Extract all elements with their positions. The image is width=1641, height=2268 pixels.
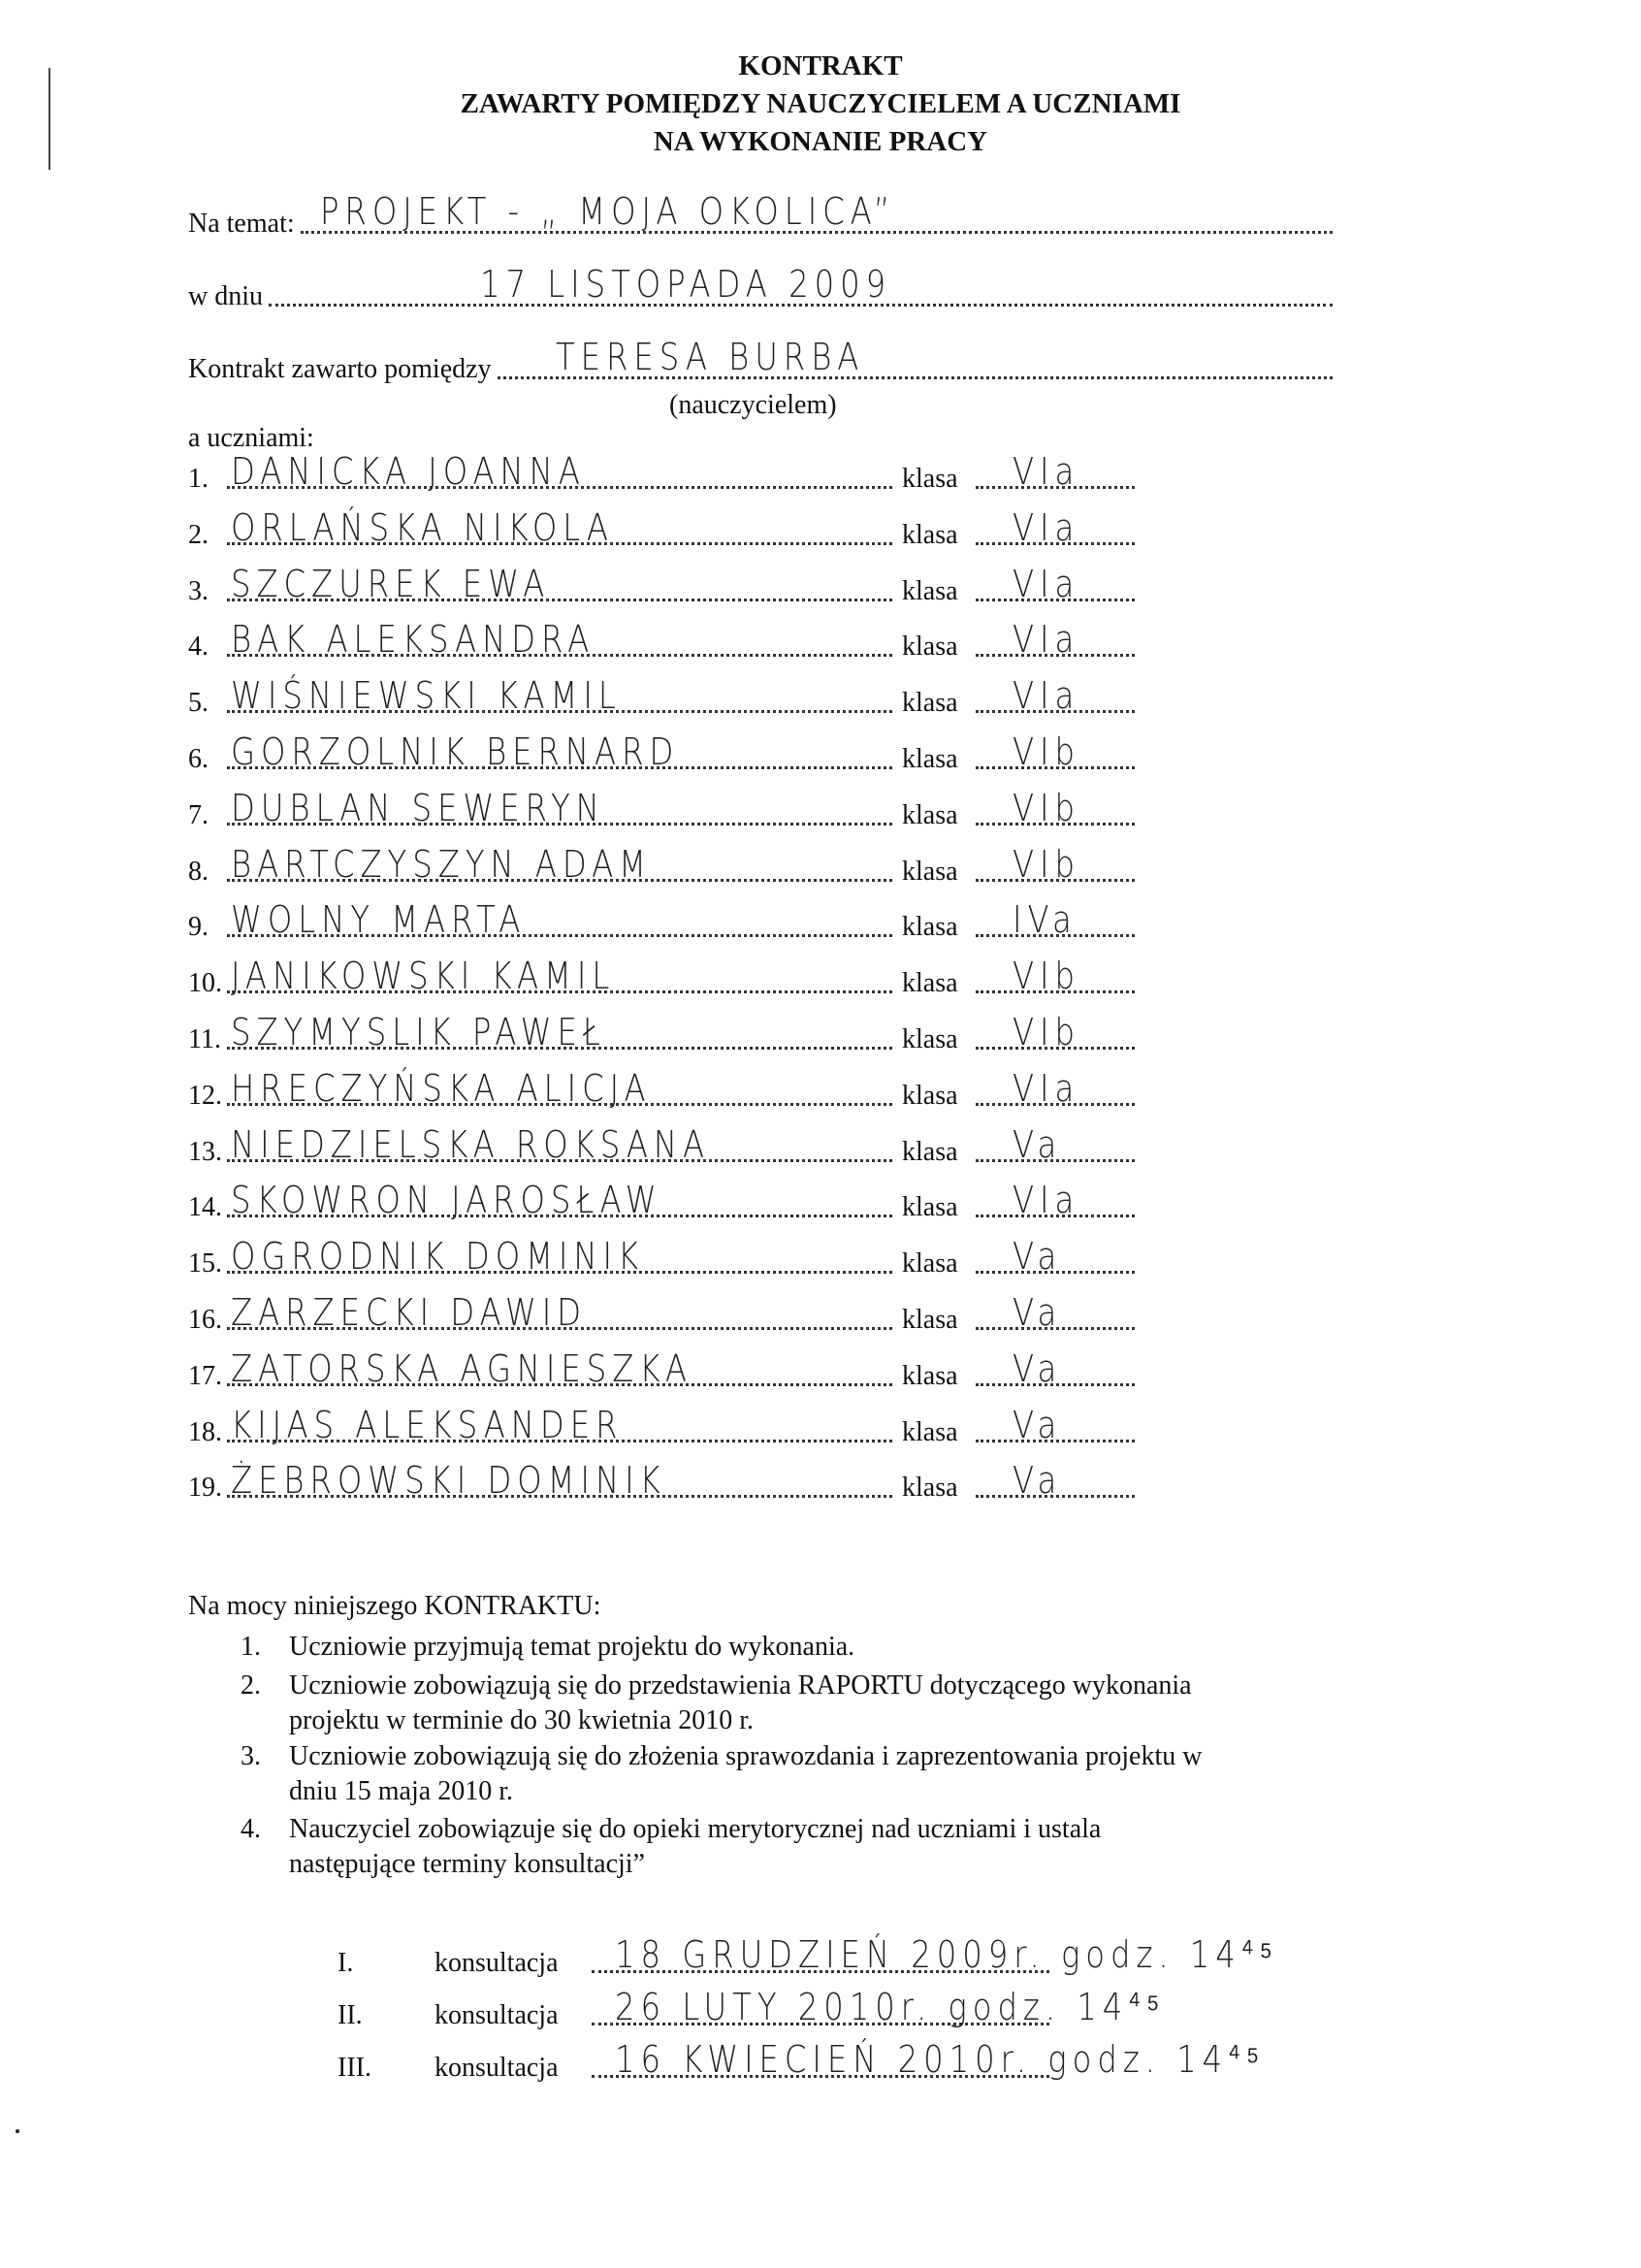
term-number: 4. bbox=[241, 1814, 261, 1844]
student-row bbox=[188, 1287, 1139, 1336]
term-text bbox=[289, 1812, 1433, 1882]
consultation-number: I. bbox=[338, 1948, 354, 1978]
teacher-dots bbox=[498, 336, 1333, 379]
consultation-number: III. bbox=[338, 2053, 371, 2083]
student-number: 17. bbox=[188, 1360, 222, 1391]
student-name: HRECZYŃSKA ALICJA bbox=[231, 1066, 652, 1110]
date-dots bbox=[269, 263, 1333, 307]
student-number: 19. bbox=[188, 1473, 222, 1504]
student-row bbox=[188, 1455, 1139, 1504]
student-class: VIa bbox=[1013, 618, 1080, 662]
student-class: VIb bbox=[1013, 955, 1080, 998]
scan-dot bbox=[16, 2129, 19, 2133]
class-label: klasa bbox=[902, 1136, 958, 1167]
term-number: 3. bbox=[241, 1741, 261, 1771]
consultation-row bbox=[338, 2035, 1266, 2084]
student-row bbox=[188, 1400, 1139, 1448]
student-number: 11. bbox=[188, 1024, 221, 1054]
student-row bbox=[188, 559, 1139, 607]
student-row bbox=[188, 670, 1139, 719]
consultation-value: 16 KWIECIEŃ 2010r. godz. 14⁴⁵ bbox=[615, 2038, 1266, 2081]
class-label: klasa bbox=[902, 1024, 958, 1054]
student-row bbox=[188, 614, 1139, 663]
class-label: klasa bbox=[902, 688, 958, 719]
student-number: 8. bbox=[188, 856, 209, 887]
student-number: 7. bbox=[188, 799, 209, 830]
student-class: Va bbox=[1013, 1346, 1063, 1390]
class-label: klasa bbox=[902, 575, 958, 606]
student-name: DANICKA JOANNA bbox=[231, 450, 586, 493]
student-name: WIŚNIEWSKI KAMIL bbox=[231, 674, 622, 718]
document-subtitle-2: NA WYKONANIE PRACY bbox=[653, 126, 988, 157]
teacher-field bbox=[188, 335, 1333, 383]
term-text bbox=[289, 1630, 1433, 1665]
student-name: ZATORSKA AGNIESZKA bbox=[231, 1346, 692, 1390]
consultation-row bbox=[338, 1983, 1210, 2031]
student-class: VIb bbox=[1013, 786, 1080, 829]
term-line: Uczniowie przyjmują temat projektu do wykonania. bbox=[289, 1632, 855, 1662]
class-label: klasa bbox=[902, 1360, 958, 1391]
student-number: 18. bbox=[188, 1416, 222, 1447]
student-row bbox=[188, 894, 1139, 943]
consultation-label: konsultacja bbox=[434, 2000, 559, 2030]
class-label: klasa bbox=[902, 968, 958, 999]
student-row bbox=[188, 1344, 1139, 1392]
student-name: BARTCZYSZYN ADAM bbox=[231, 842, 652, 886]
consultation-value: 26 LUTY 2010r. godz. 14⁴⁵ bbox=[615, 1986, 1166, 2028]
student-name: ZARZECKI DAWID bbox=[231, 1291, 588, 1334]
student-class: Va bbox=[1013, 1459, 1063, 1503]
term-text bbox=[289, 1669, 1433, 1738]
student-name: SZYMYSLIK PAWEŁ bbox=[231, 1011, 606, 1053]
class-label: klasa bbox=[902, 1416, 958, 1447]
class-label: klasa bbox=[902, 744, 958, 774]
terms-heading: Na mocy niniejszego KONTRAKTU: bbox=[188, 1591, 601, 1621]
term-line: dniu 15 maja 2010 r. bbox=[289, 1776, 513, 1806]
student-class: VIa bbox=[1013, 505, 1080, 549]
student-class: VIb bbox=[1013, 1011, 1080, 1053]
student-number: 3. bbox=[188, 575, 209, 606]
student-row bbox=[188, 1175, 1139, 1223]
class-label: klasa bbox=[902, 1473, 958, 1504]
student-number: 16. bbox=[188, 1305, 222, 1335]
class-label: klasa bbox=[902, 799, 958, 830]
student-number: 13. bbox=[188, 1136, 222, 1167]
student-number: 4. bbox=[188, 632, 209, 663]
term-text bbox=[289, 1739, 1433, 1809]
student-name: ORLAŃSKA NIKOLA bbox=[231, 505, 614, 549]
class-label: klasa bbox=[902, 856, 958, 887]
term-line: projektu w terminie do 30 kwietnia 2010 r. bbox=[289, 1705, 755, 1735]
date-label: w dniu bbox=[188, 281, 263, 311]
student-name: NIEDZIELSKA ROKSANA bbox=[231, 1122, 711, 1166]
student-class: Va bbox=[1013, 1291, 1063, 1334]
student-class: VIb bbox=[1013, 842, 1080, 886]
term-line: następujące terminy konsultacji” bbox=[289, 1849, 645, 1879]
class-label: klasa bbox=[902, 1305, 958, 1335]
student-row bbox=[188, 446, 1139, 495]
student-number: 12. bbox=[188, 1080, 222, 1111]
term-line: Uczniowie zobowiązują się do złożenia sprawozdania i zaprezentowania projektu w bbox=[289, 1741, 1203, 1771]
student-row bbox=[188, 1007, 1139, 1055]
document-title: KONTRAKT bbox=[738, 50, 903, 81]
student-class: VIa bbox=[1013, 1179, 1080, 1222]
student-class: VIa bbox=[1013, 1066, 1080, 1110]
student-class: Va bbox=[1013, 1235, 1063, 1279]
class-label: klasa bbox=[902, 1192, 958, 1223]
student-row bbox=[188, 1063, 1139, 1112]
student-name: SZCZUREK EWA bbox=[231, 562, 551, 605]
student-class: VIa bbox=[1013, 674, 1080, 718]
consultation-label: konsultacja bbox=[434, 2053, 559, 2083]
student-number: 14. bbox=[188, 1192, 222, 1223]
class-label: klasa bbox=[902, 1080, 958, 1111]
student-name: DUBLAN SEWERYN bbox=[231, 786, 605, 829]
term-number: 1. bbox=[241, 1632, 261, 1662]
student-name: OGRODNIK DOMINIK bbox=[231, 1235, 645, 1279]
consultation-number: II. bbox=[338, 2000, 363, 2030]
topic-value: PROJEKT - „ MOJA OKOLICA” bbox=[319, 190, 896, 233]
student-row bbox=[188, 1231, 1139, 1280]
class-label: klasa bbox=[902, 519, 958, 550]
term-number: 2. bbox=[241, 1670, 261, 1701]
student-class: Va bbox=[1013, 1122, 1063, 1166]
student-row bbox=[188, 783, 1139, 831]
student-number: 2. bbox=[188, 519, 209, 550]
student-class: VIa bbox=[1013, 450, 1080, 493]
student-name: ŻEBROWSKI DOMINIK bbox=[231, 1459, 666, 1503]
term-line: Uczniowie zobowiązują się do przedstawienia RAPORTU dotyczącego wykonania bbox=[289, 1670, 1192, 1701]
student-row bbox=[188, 502, 1139, 551]
topic-label: Na temat: bbox=[188, 209, 295, 239]
student-row bbox=[188, 727, 1139, 775]
between-label: Kontrakt zawarto pomiędzy bbox=[188, 354, 492, 384]
topic-field bbox=[188, 189, 1333, 238]
student-number: 5. bbox=[188, 688, 209, 719]
student-number: 15. bbox=[188, 1248, 222, 1280]
student-name: SKOWRON JAROSŁAW bbox=[231, 1179, 662, 1222]
date-value: 17 LISTOPADA 2009 bbox=[480, 263, 892, 306]
consultation-row bbox=[338, 1930, 1279, 1979]
class-label: klasa bbox=[902, 632, 958, 663]
student-row bbox=[188, 1119, 1139, 1168]
topic-dots bbox=[301, 190, 1333, 234]
student-name: JANIKOWSKI KAMIL bbox=[231, 955, 616, 998]
students-label: a uczniami: bbox=[188, 423, 314, 453]
teacher-caption: (nauczycielem) bbox=[669, 390, 837, 420]
consultation-label: konsultacja bbox=[434, 1948, 559, 1978]
class-label: klasa bbox=[902, 912, 958, 943]
student-name: BAK ALEKSANDRA bbox=[231, 618, 595, 662]
student-row bbox=[188, 839, 1139, 888]
term-line: Nauczyciel zobowiązuje się do opieki merytorycznej nad uczniami i ustala bbox=[289, 1814, 1102, 1844]
student-number: 6. bbox=[188, 744, 209, 774]
date-field bbox=[188, 262, 1333, 310]
student-name: GORZOLNIK BERNARD bbox=[231, 730, 680, 773]
student-row bbox=[188, 951, 1139, 999]
student-number: 1. bbox=[188, 464, 209, 494]
class-label: klasa bbox=[902, 1248, 958, 1280]
teacher-value: TERESA BURBA bbox=[555, 336, 864, 378]
student-class: IVa bbox=[1013, 898, 1078, 942]
student-class: VIa bbox=[1013, 562, 1080, 605]
class-label: klasa bbox=[902, 464, 958, 494]
document-subtitle: ZAWARTY POMIĘDZY NAUCZYCIELEM A UCZNIAMI bbox=[460, 88, 1181, 119]
student-class: VIb bbox=[1013, 730, 1080, 773]
student-number: 10. bbox=[188, 968, 222, 999]
student-name: KIJAS ALEKSANDER bbox=[231, 1403, 624, 1446]
consultation-value: 18 GRUDZIEŃ 2009r. godz. 14⁴⁵ bbox=[615, 1933, 1279, 1976]
student-number: 9. bbox=[188, 912, 209, 943]
student-name: WOLNY MARTA bbox=[231, 898, 527, 942]
student-class: Va bbox=[1013, 1403, 1063, 1446]
